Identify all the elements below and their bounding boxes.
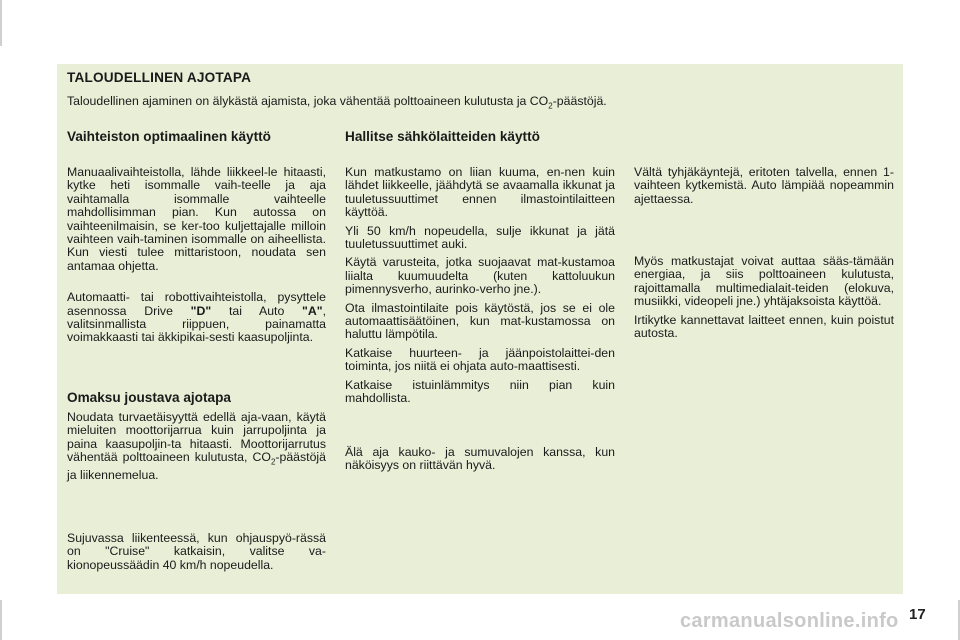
paragraph: Kun matkustamo on liian kuuma, en-nen kuin lähdet liikkeelle, jäähdytä se avaamalla ikkunat ja tuuletussuuttimet ennen ilmastointilaitteen käyttöä. [345,165,615,220]
paragraph: Käytä varusteita, jotka suojaavat mat-kustamoa liialta kuumuudelta (kuten kattoluukun pimennysverho, aurinko-verho jne.). [345,255,615,297]
intro-text-end: -päästöjä. [552,94,607,108]
text-span: tai Auto [211,303,303,318]
column-2 [345,166,615,411]
text-span: Automaatti- tai robottivaihteistolla, pysyttele asennossa Drive [67,290,326,318]
subscript: 2 [270,457,276,467]
page-title: TALOUDELLINEN AJOTAPA [67,70,252,85]
watermark-text: carmanualsonline.info [680,610,899,632]
paragraph: Katkaise huurteen- ja jäänpoistolaittei-den toiminta, jos niitä ei ohjata auto-maattisesti. [345,345,615,374]
paragraph: Katkaise istuinlämmitys niin pian kuin mahdollista. [345,377,615,406]
column-3-lower [634,255,894,345]
column-1 [67,166,326,350]
paragraph-passengers: Myös matkustajat voivat auttaa sääs-tämään energiaa, ja siis polttoaineen kulutusta, rajoittamalla multimedialait-teiden (elokuva, musiikki, videopeli jne.) yhtäjaksoista käyttöä. [634,254,894,309]
column-1-lower [67,411,326,487]
heading-gearbox: Vaihteiston optimaalinen käyttö [67,129,271,144]
heading-flexible-driving: Omaksu joustava ajotapa [67,390,231,405]
paragraph-manual-gearbox: Manuaalivaihteistolla, lähde liikkeel-le hitaasti, kytke heti isommalle vaih-teelle ja aja vaihtamalla isommalle vaihteelle mahdollisimman pian. Kun autossa on vaihteenilmaisin, se ker-too kuljettajalle milloin vaihteen vaih-taminen isommalle on aiheellista. Kun viesti tulee mittaristoon, noudata sen antamaa ohjetta. [67,165,326,273]
paragraph-safety-distance [67,411,326,482]
paragraph-idling: Vältä tyhjäkäyntejä, eritoten talvella, ennen 1-vaihteen kytkemistä. Auto lämpiää nopeammin ajettaessa. [634,165,894,206]
text-span: Noudata turvaetäisyyttä edellä aja-vaan, käytä mieluiten moottorijarrua kuin jarrupoljinta ja paina kaasupoljin-ta hitaasti. Moottorijarrutus vähentää polttoaineen kulutusta, CO [67,410,326,465]
intro-subscript: 2 [548,101,553,111]
paragraph-cruise-control: Sujuvassa liikenteessä, kun ohjauspyö-rässä on "Cruise" katkaisin, valitse va-kionopeussäädin 40 km/h nopeudella. [67,531,326,572]
page-edge-mark [0,0,2,46]
intro-text [67,94,607,110]
paragraph-automatic-gearbox [67,291,326,345]
column-1-bottom [67,532,326,577]
paragraph: Yli 50 km/h nopeudella, sulje ikkunat ja jätä tuuletussuuttimet auki. [345,223,615,252]
paragraph-disconnect-devices: Irtikytke kannettavat laitteet ennen, kuin poistut autosta. [634,312,894,341]
paragraph-headlights: Älä aja kauko- ja sumuvalojen kanssa, kun näköisyys on riittävän hyvä. [345,445,615,473]
text-span: , valitsinmallista riippuen, painamatta voimakkaasti tai äkkipikai-sesti kaasupoljinta. [67,303,326,345]
page-number: 17 [909,606,926,623]
bold-drive: "D" [190,303,212,318]
column-2-bottom [345,446,615,478]
intro-text-main: Taloudellinen ajaminen on älykästä ajamista, joka vähentää polttoaineen kulutusta ja CO [67,94,549,108]
column-3 [634,166,894,211]
text-span: -päästöjä ja liikennemelua. [67,450,326,483]
page-edge-mark [0,600,2,640]
bold-auto: "A" [302,303,323,318]
paragraph: Ota ilmastointilaite pois käytöstä, jos se ei ole automaattisäätöinen, kun mat-kustamossa on haluttu lämpötila. [345,300,615,342]
heading-electrical-devices: Hallitse sähkölaitteiden käyttö [345,129,540,144]
